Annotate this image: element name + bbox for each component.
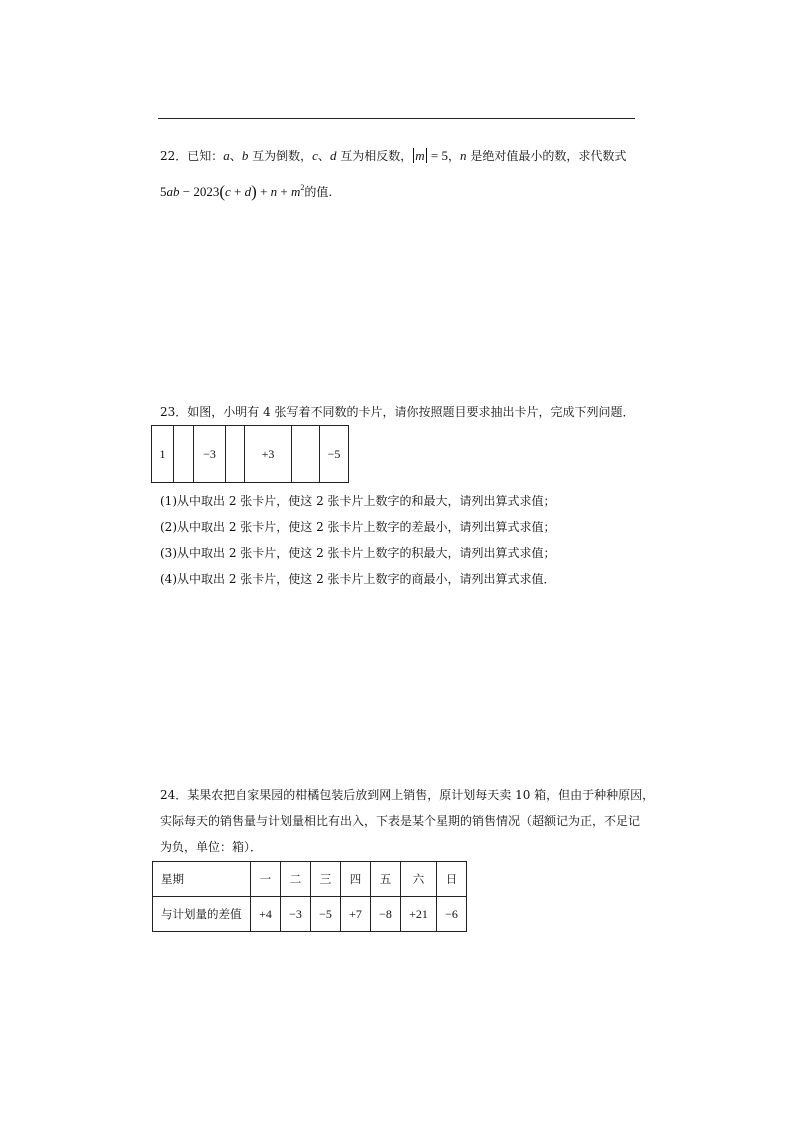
diff-fri: −8	[371, 897, 401, 932]
q22-line1	[160, 148, 626, 164]
text-reciprocal: 互为倒数，	[248, 149, 313, 163]
q23-part-1: (1)从中取出 2 张卡片，使这 2 张卡片上数字的和最大，请列出算式求值；	[160, 494, 556, 508]
var-d: d	[329, 148, 337, 163]
q23-part-2: (2)从中取出 2 张卡片，使这 2 张卡片上数字的差最小，请列出算式求值；	[160, 520, 556, 534]
row-header-diff: 与计划量的差值	[153, 897, 251, 932]
row-header-weekday: 星期	[153, 862, 251, 897]
day-thu: 四	[341, 862, 371, 897]
var-n: n	[460, 148, 467, 163]
day-wed: 三	[311, 862, 341, 897]
eq-5: = 5	[427, 148, 448, 163]
diff-thu: +7	[341, 897, 371, 932]
table-row	[153, 862, 467, 897]
q24-line2: 实际每天的销售量与计划量相比有出入，下表是某个星期的销售情况（超额记为正，不足记	[160, 814, 641, 828]
card-3: +3	[245, 426, 292, 483]
expr-5: 5	[160, 184, 167, 199]
var-b: b	[241, 148, 249, 163]
q23-part-3: (3)从中取出 2 张卡片，使这 2 张卡片上数字的积最大，请列出算式求值；	[160, 546, 556, 560]
top-rule	[158, 118, 635, 119]
expr-plus-m: +	[277, 184, 291, 199]
table-row	[153, 897, 467, 932]
sep: 、	[229, 149, 242, 163]
q22-line1-end: 是绝对值最小的数，求代数式	[466, 149, 627, 163]
expr-square: 2	[300, 183, 305, 192]
sep: 、	[317, 149, 330, 163]
var-c: c	[312, 148, 318, 163]
text-opposite: 互为相反数，	[336, 149, 413, 163]
q24-line3: 为负，单位：箱）．	[160, 840, 263, 854]
day-sun: 日	[437, 862, 467, 897]
q24-line1: 24．某果农把自家果园的柑橘包装后放到网上销售，原计划每天卖 10 箱，但由于种种原因，	[160, 788, 655, 802]
card-1: 1	[152, 426, 174, 483]
day-tue: 二	[281, 862, 311, 897]
cards-table	[151, 425, 349, 483]
abs-bar-right	[426, 148, 427, 163]
expr-m: m	[291, 184, 301, 199]
q23-text: 23．如图，小明有 4 张写着不同数的卡片，请你按照题目要求抽出卡片，完成下列问题．	[160, 405, 635, 419]
day-fri: 五	[371, 862, 401, 897]
expr-ab: ab	[166, 184, 180, 199]
day-sat: 六	[401, 862, 437, 897]
sales-table	[152, 861, 467, 932]
q23-part-4: (4)从中取出 2 张卡片，使这 2 张卡片上数字的商最小，请列出算式求值．	[160, 572, 556, 586]
card-4: −5	[320, 426, 349, 483]
diff-mon: +4	[251, 897, 281, 932]
expr-n: n	[270, 184, 278, 199]
var-a: a	[223, 148, 230, 163]
card-gap-3	[292, 426, 320, 483]
q22-given: 已知：	[187, 149, 224, 163]
day-mon: 一	[251, 862, 281, 897]
expr-plus: +	[230, 184, 245, 199]
diff-tue: −3	[281, 897, 311, 932]
expr-c: c	[225, 184, 231, 199]
diff-wed: −5	[311, 897, 341, 932]
q22-number: 22．	[160, 149, 188, 163]
q22-line2-end: 的值.	[304, 185, 333, 199]
card-2: −3	[194, 426, 226, 483]
q22-expression	[160, 184, 332, 200]
expr-plus-n: +	[256, 184, 271, 199]
diff-sun: −6	[437, 897, 467, 932]
card-gap-1	[174, 426, 194, 483]
expr-minus-2023: − 2023	[179, 184, 220, 199]
card-gap-2	[226, 426, 245, 483]
abs-m: m	[415, 148, 425, 163]
comma: ，	[448, 149, 461, 163]
lparen: (	[219, 182, 226, 201]
rparen: )	[251, 182, 257, 201]
diff-sat: +21	[401, 897, 437, 932]
expr-d: d	[244, 184, 252, 199]
